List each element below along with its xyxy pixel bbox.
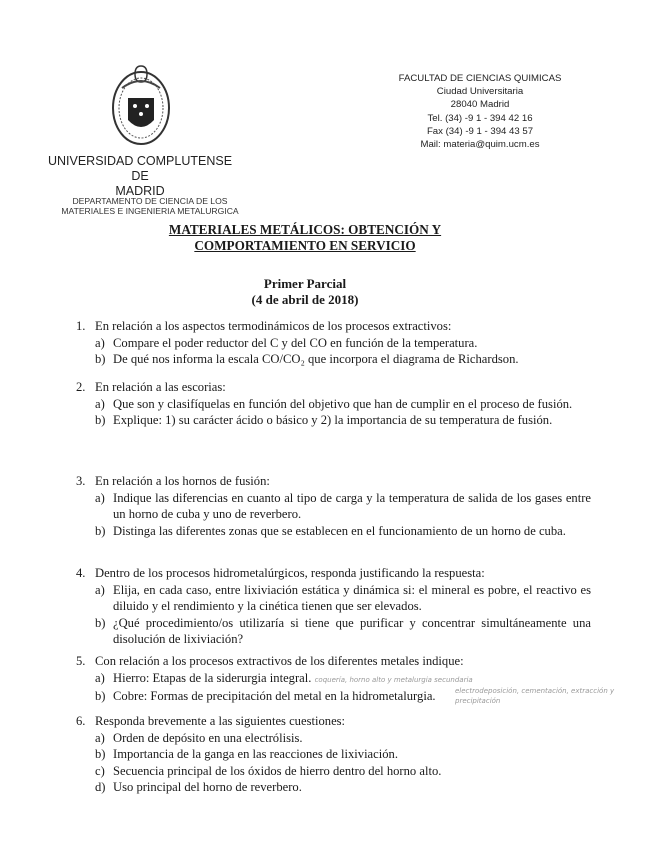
handwritten-note: coquería, horno alto y metalurgia secundaria	[314, 675, 473, 684]
item-letter: b)	[95, 689, 106, 703]
question-1	[76, 318, 596, 368]
department-line-1: DEPARTAMENTO DE CIENCIA DE LOS	[72, 196, 228, 206]
item-letter: c)	[95, 763, 105, 778]
course-title	[140, 222, 470, 254]
question-item	[95, 746, 591, 763]
question-item	[95, 490, 591, 523]
question-item	[95, 412, 591, 429]
title-line-1: MATERIALES METÁLICOS: OBTENCIÓN Y	[168, 222, 442, 237]
item-text: Elija, en cada caso, entre lixiviación estática y dinámica si: el mineral es pobre, el reactivo es diluido y el rendimiento y la cinética tienen que ser elevados.	[113, 582, 591, 613]
item-letter: a)	[95, 335, 105, 350]
item-text: Importancia de la ganga en las reacciones de lixiviación.	[113, 747, 398, 761]
postal-code: 28040 Madrid	[450, 99, 510, 111]
question-text: Con relación a los procesos extractivos de los diferentes metales indique:	[95, 654, 464, 668]
item-text: Que son y clasifíquelas en función del objetivo que han de cumplir en el proceso de fusión.	[113, 396, 573, 411]
item-letter: d)	[95, 780, 106, 794]
question-item	[95, 763, 591, 780]
item-letter: a)	[95, 582, 105, 597]
question-text: En relación a las escorias:	[95, 380, 226, 394]
question-text: En relación a los aspectos termodinámicos de los procesos extractivos:	[95, 319, 452, 333]
question-number: 5.	[76, 654, 86, 668]
item-letter: a)	[95, 730, 105, 745]
item-text: Hierro: Etapas de la siderurgia integral.	[113, 670, 312, 685]
university-seal-logo	[108, 58, 174, 152]
university-name	[40, 154, 240, 199]
email: Mail: materia@quim.ucm.es	[420, 139, 540, 151]
item-text: Indique las diferencias en cuanto al tipo de carga y la temperatura de salida de los gases entre un horno de cuba y uno de reverbero.	[113, 490, 591, 521]
question-number: 2.	[76, 380, 86, 394]
question-item	[95, 615, 591, 648]
title-line-2: COMPORTAMIENTO EN SERVICIO	[194, 238, 416, 253]
item-letter: a)	[95, 670, 105, 685]
question-text: Dentro de los procesos hidrometalúrgicos, responda justificando la respuesta:	[95, 566, 485, 580]
question-item	[95, 396, 591, 413]
department-line-2: MATERIALES E INGENIERIA METALURGICA	[61, 206, 239, 216]
item-letter: b)	[95, 747, 106, 761]
faculty-address	[380, 72, 580, 151]
item-letter: b)	[95, 352, 106, 366]
question-item	[95, 779, 591, 796]
item-letter: a)	[95, 396, 105, 411]
telephone: Tel. (34) -9 1 - 394 42 16	[427, 112, 533, 124]
question-item	[95, 351, 591, 368]
item-text: Distinga las diferentes zonas que se establecen en el funcionamiento de un horno de cuba.	[113, 523, 566, 538]
item-text: Orden de depósito en una electrólisis.	[113, 730, 303, 745]
question-text: En relación a los hornos de fusión:	[95, 474, 270, 488]
item-letter: b)	[95, 413, 106, 427]
question-3	[76, 473, 596, 539]
question-number: 4.	[76, 566, 86, 580]
exam-subtitle	[200, 276, 410, 308]
exam-date: (4 de abril de 2018)	[251, 292, 359, 307]
question-item	[95, 582, 591, 615]
question-item	[95, 523, 591, 540]
campus: Ciudad Universitaria	[436, 86, 524, 98]
question-item	[95, 335, 591, 352]
question-4	[76, 565, 596, 648]
university-line-1: UNIVERSIDAD COMPLUTENSE DE	[47, 154, 233, 183]
question-number: 1.	[76, 319, 86, 333]
question-item	[95, 730, 591, 747]
item-text: Explique: 1) su carácter ácido o básico y 2) la importancia de su temperatura de fusión.	[113, 413, 553, 427]
item-letter: b)	[95, 615, 106, 630]
item-text: De qué nos informa la escala CO/CO₂ que incorpora el diagrama de Richardson.	[113, 352, 519, 366]
question-6	[76, 713, 596, 796]
university-line-2: MADRID	[115, 184, 165, 198]
department-name	[40, 196, 260, 216]
item-letter: a)	[95, 490, 105, 505]
fax: Fax (34) -9 1 - 394 43 57	[426, 125, 534, 137]
question-text: Responda brevemente a las siguientes cuestiones:	[95, 714, 346, 728]
item-text: Secuencia principal de los óxidos de hierro dentro del horno alto.	[113, 763, 442, 778]
question-number: 3.	[76, 474, 86, 488]
item-text: Cobre: Formas de precipitación del metal en la hidrometalurgia.	[113, 689, 436, 703]
item-letter: b)	[95, 523, 106, 538]
question-2	[76, 379, 596, 429]
item-text: Compare el poder reductor del C y del CO en función de la temperatura.	[113, 335, 478, 350]
item-text: ¿Qué procedimiento/os utilizaría si tiene que purificar y concentrar simultáneamente una disolución de lixiviación?	[113, 615, 591, 646]
handwritten-note: electrodeposición, cementación, extracción y precipitación	[455, 687, 615, 705]
item-text: Uso principal del horno de reverbero.	[113, 780, 302, 794]
faculty-name: FACULTAD DE CIENCIAS QUIMICAS	[398, 73, 562, 84]
exam-name: Primer Parcial	[263, 276, 347, 291]
question-number: 6.	[76, 714, 86, 728]
